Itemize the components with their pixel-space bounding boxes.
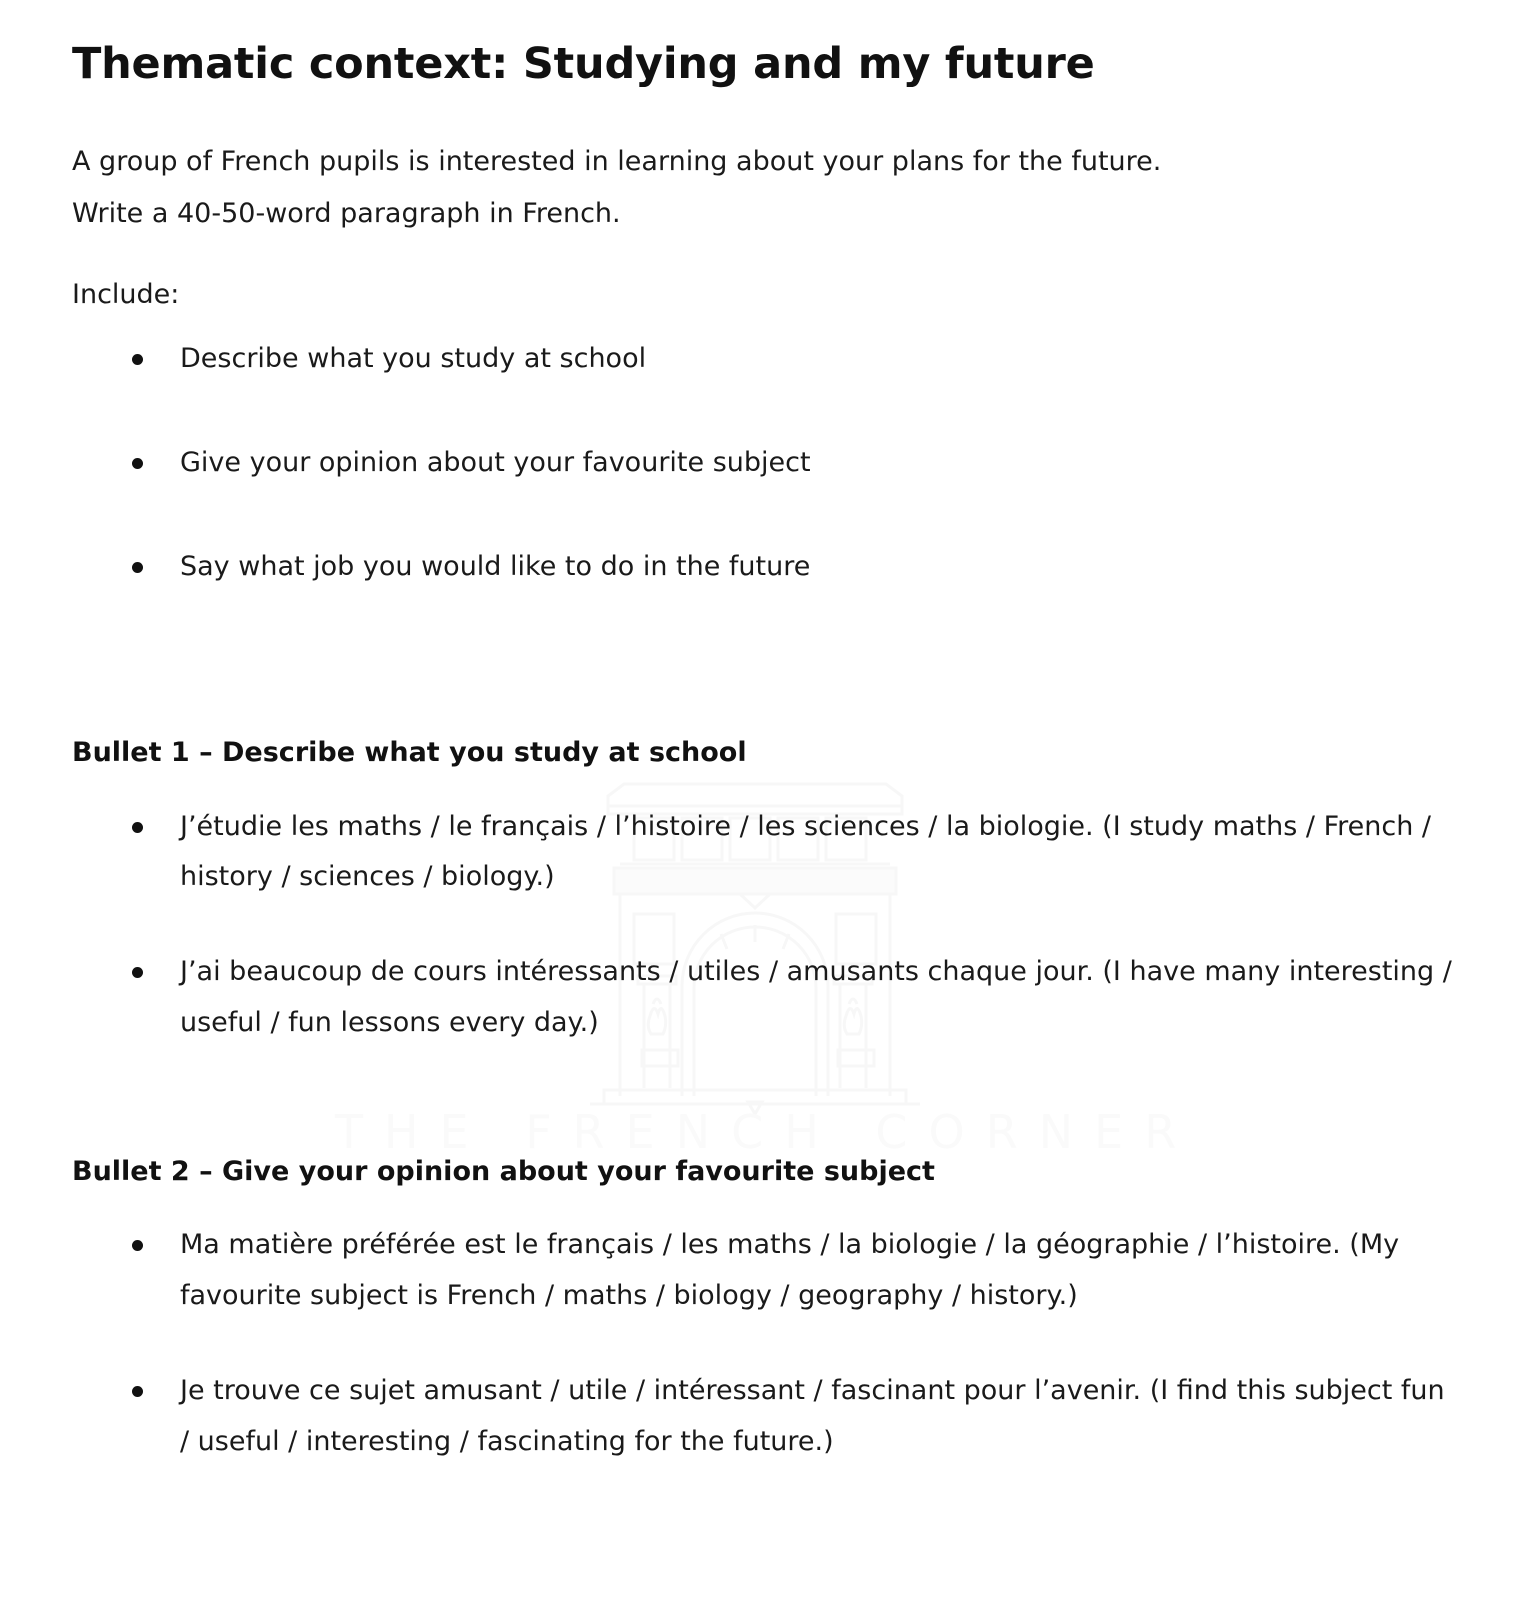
section-bullet-2 bbox=[72, 1153, 1460, 1468]
task-bullet-label: Say what job you would like to do in the future bbox=[180, 550, 811, 582]
task-bullet-list bbox=[72, 338, 1460, 588]
bullet-dot-icon bbox=[132, 1240, 143, 1251]
list-item bbox=[72, 1220, 1460, 1322]
bullet-dot-icon bbox=[132, 562, 143, 573]
task-bullet-label: Describe what you study at school bbox=[180, 343, 647, 375]
section-bullet-1 bbox=[72, 734, 1460, 1049]
section-heading: Bullet 1 – Describe what you study at school bbox=[72, 736, 747, 768]
section-2-item-list bbox=[72, 1220, 1460, 1467]
bullet-dot-icon bbox=[132, 458, 143, 469]
list-item bbox=[72, 1366, 1460, 1468]
section-item-label: J’ai beaucoup de cours intéressants / utiles / amusants chaque jour. (I have many interesting / useful / fun lessons every day.) bbox=[180, 956, 1452, 1038]
bullet-dot-icon bbox=[132, 354, 143, 365]
intro-block bbox=[72, 136, 1460, 241]
section-item-label: Je trouve ce sujet amusant / utile / intéressant / fascinant pour l’avenir. (I find this subject fun / useful / interesting / fascinating for the future.) bbox=[180, 1374, 1445, 1457]
intro-line-1: A group of French pupils is interested in learning about your plans for the future. bbox=[72, 145, 1162, 177]
section-heading: Bullet 2 – Give your opinion about your favourite subject bbox=[72, 1155, 935, 1187]
section-item-label: J’étudie les maths / le français / l’histoire / les sciences / la biologie. (I study maths / French / history / sciences / biology.) bbox=[180, 810, 1432, 893]
list-item bbox=[72, 338, 1460, 380]
task-bullet-label: Give your opinion about your favourite subject bbox=[180, 447, 811, 479]
watermark-wordmark: THE FRENCH CORNER bbox=[334, 1105, 1198, 1159]
list-item bbox=[72, 442, 1460, 484]
list-item bbox=[72, 546, 1460, 588]
section-1-item-list bbox=[72, 802, 1460, 1049]
list-item bbox=[72, 802, 1460, 904]
section-item-label: Ma matière préférée est le français / les maths / la biologie / la géographie / l’histoire. (My favourite subject is French / maths / biology / geography / history.) bbox=[180, 1229, 1400, 1312]
intro-line-2: Write a 40-50-word paragraph in French. bbox=[72, 198, 621, 230]
bullet-dot-icon bbox=[132, 967, 143, 978]
list-item bbox=[72, 947, 1460, 1049]
bullet-dot-icon bbox=[132, 1386, 143, 1397]
bullet-dot-icon bbox=[132, 822, 143, 833]
page-title: Thematic context: Studying and my future bbox=[72, 39, 1095, 89]
include-label: Include: bbox=[72, 279, 180, 311]
